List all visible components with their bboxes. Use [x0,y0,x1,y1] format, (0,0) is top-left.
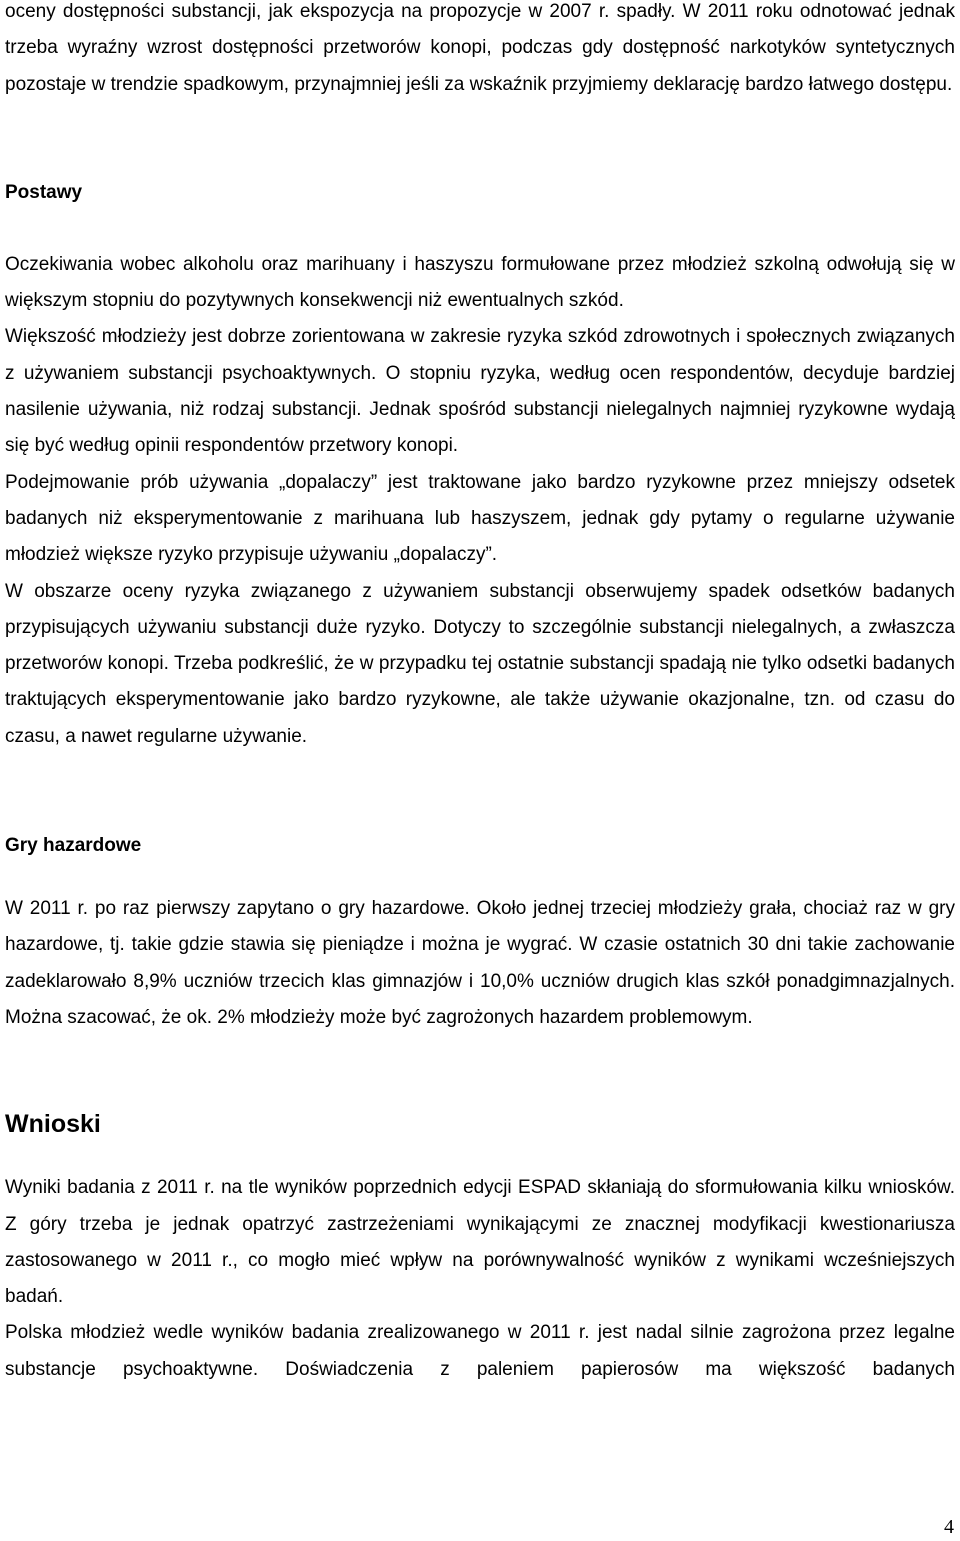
postawy-paragraph-1: Oczekiwania wobec alkoholu oraz marihuany i haszyszu formułowane przez młodzież szkolną odwołują się w większym stopniu do pozytywnych konsekwencji niż ewentualnych szkód. [5,253,955,312]
chapter-heading-wnioski: Wnioski [5,1110,101,1139]
section-heading-gry-hazardowe: Gry hazardowe [5,835,142,857]
page-number: 4 [944,1516,954,1538]
wnioski-paragraph-2: Polska młodzież wedle wyników badania zrealizowanego w 2011 r. jest nadal silnie zagrożona przez legalne substancje psychoaktywne. Doświadczenia z paleniem papierosów ma większość badanych [5,1322,955,1380]
wnioski-paragraph-1: Wyniki badania z 2011 r. na tle wyników poprzednich edycji ESPAD skłaniają do sformułowania kilku wniosków. Z góry trzeba je jednak opatrzyć zastrzeżeniami wynikającymi ze znacznej modyfikacji kwestionariusza zastosowanego w 2011 r., co mogło mieć wpływ na porównywalność wyników z wynikami wcześniejszych badań. [5,1177,955,1308]
document-page [5,0,955,1388]
postawy-paragraph-2: Większość młodzieży jest dobrze zorientowana w zakresie ryzyka szkód zdrowotnych i społecznych związanych z używaniem substancji psychoaktywnych. O stopniu ryzyka, według ocen respondentów, decyduje bardziej nasilenie używania, niż rodzaj substancji. Jednak spośród substancji nielegalnych najmniej ryzykowne wydają się być według opinii respondentów przetwory konopi. [5,326,955,457]
postawy-paragraph-3: Podejmowanie prób używania „dopalaczy” jest traktowane jako bardzo ryzykowne przez mniejszy odsetek badanych niż eksperymentowanie z marihuana lub haszyszem, jednak gdy pytamy o regularne używanie młodzież większe ryzyko przypisuje używaniu „dopalaczy”. [5,471,955,566]
section-heading-postawy: Postawy [5,181,83,203]
postawy-paragraph-4: W obszarze oceny ryzyka związanego z używaniem substancji obserwujemy spadek odsetków badanych przypisujących używaniu substancji duże ryzyko. Dotyczy to szczególnie substancji nielegalnych, a zwłaszcza przetworów konopi. Trzeba podkreślić, że w przypadku tej ostatnie substancji spadają nie tylko odsetki badanych traktujących eksperymentowanie jako bardzo ryzykowne, ale także używanie okazjonalne, tzn. od czasu do czasu, a nawet regularne używanie. [5,580,955,747]
intro-paragraph: oceny dostępności substancji, jak ekspozycja na propozycje w 2007 r. spadły. W 2011 roku odnotować jednak trzeba wyraźny wzrost dostępności przetworów konopi, podczas gdy dostępność narkotyków syntetycznych pozostaje w trendzie spadkowym, przynajmniej jeśli za wskaźnik przyjmiemy deklarację bardzo łatwego dostępu. [5,1,955,95]
gry-hazardowe-paragraph: W 2011 r. po raz pierwszy zapytano o gry hazardowe. Około jednej trzeciej młodzieży grała, chociaż raz w gry hazardowe, tj. takie gdzie stawia się pieniądze i można je wygrać. W czasie ostatnich 30 dni takie zachowanie zadeklarowało 8,9% uczniów trzecich klas gimnazjów i 10,0% uczniów drugich klas szkół ponadgimnazjalnych. Można szacować, że ok. 2% młodzieży może być zagrożonych hazardem problemowym. [5,898,955,1028]
